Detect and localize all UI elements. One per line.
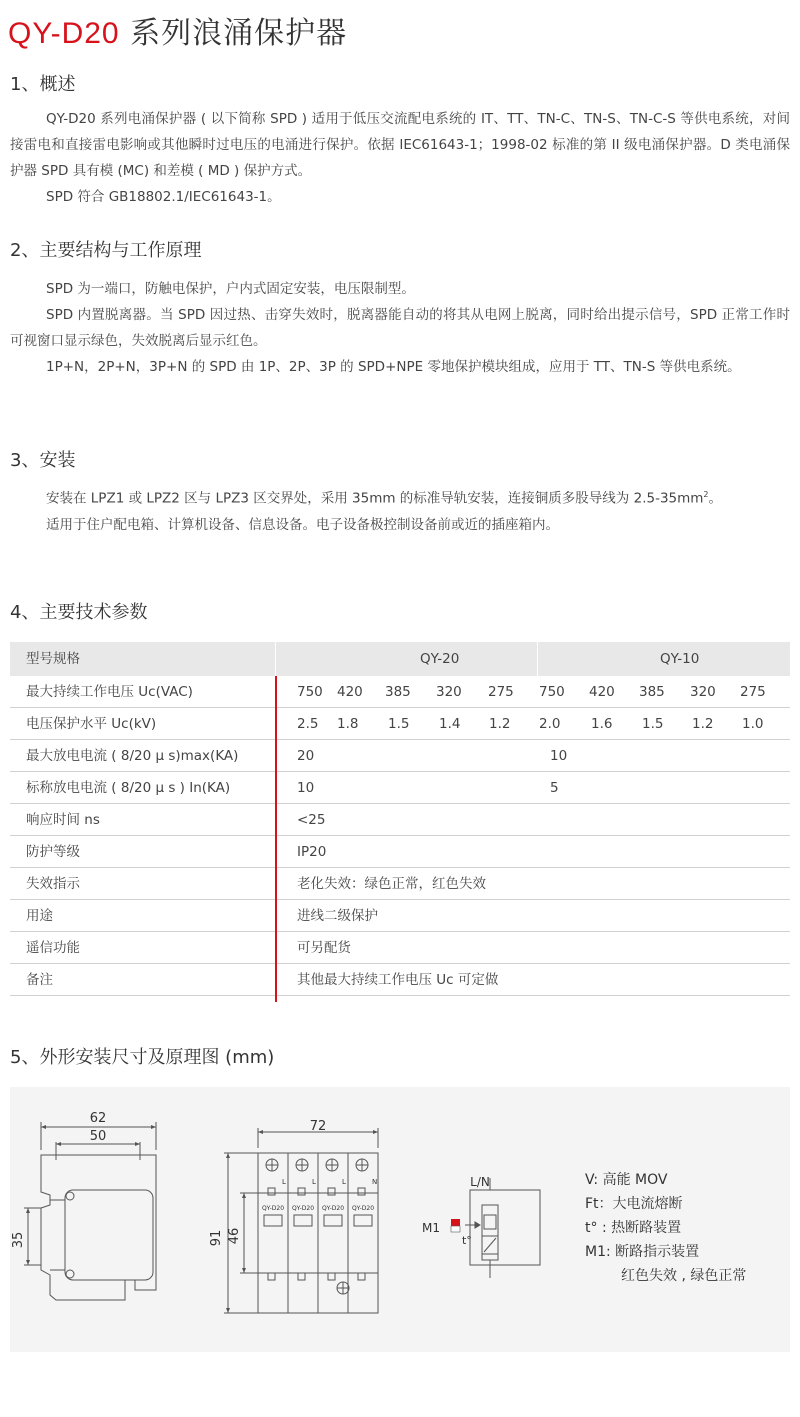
cell: 1.5 [388,716,410,732]
paragraph: SPD 符合 GB18802.1/IEC61643-1。 [46,189,281,205]
row-label: 防护等级 [26,844,80,860]
dim-62: 62 [89,1111,107,1126]
cell: 10 [550,748,568,764]
cell: 5 [550,780,559,796]
row-label: 备注 [26,972,53,988]
cell: 1.5 [642,716,664,732]
terminal-label: N [372,1178,378,1186]
cell: 1.0 [742,716,764,732]
spec-table [10,642,790,996]
dim-72: 72 [309,1119,327,1134]
section-structure-body [10,276,790,380]
header-group-qy20: QY-20 [420,651,460,667]
schematic-m1-label: M1 [422,1221,440,1235]
cell: 1.6 [591,716,613,732]
terminal-label: L [282,1178,286,1186]
cell: 320 [436,684,462,700]
section-overview-body [10,106,790,210]
cell: 2.0 [539,716,561,732]
paragraph [10,482,790,512]
legend-item: 红色失效 , 绿色正常 [621,1268,747,1284]
section-heading-install: 3、安装 [10,450,76,471]
header-divider [537,642,538,676]
cell: 420 [337,684,363,700]
side-view-drawing [10,1100,180,1330]
fault-indicator [451,1219,460,1226]
row-label: 电压保护水平 Uc(kV) [26,716,157,732]
table-row [10,964,790,996]
paragraph: 适用于住户配电箱、计算机设备、信息设备。电子设备极控制设备前或近的插座箱内。 [46,516,559,533]
cell: 1.2 [489,716,511,732]
schematic-t-label: t° [462,1234,472,1247]
cell: 其他最大持续工作电压 Uc 可定做 [297,972,499,988]
section-heading-specs: 4、主要技术参数 [10,602,148,623]
superscript: 2 [703,490,709,499]
header-label: 型号规格 [26,651,80,667]
cell: 可另配货 [297,940,351,956]
cell: 750 [539,684,565,700]
paragraph: QY-D20 系列电涌保护器 ( 以下简称 SPD ) 适用于低压交流配电系统的 IT、TT、TN-C、TN-S、TN-C-S 等供电系统，对间接雷电和直接雷电影响或其他瞬时过电压的电涌进行保护。依据 IEC61643-1；1998-02 标准的第 II 级电涌保护器。D 类电涌保护器 SPD 具有模 (MC) 和差模 ( MD ) 保护方式。 [10,111,790,179]
row-label: 最大放电电流 ( 8/20 μ s)max(KA) [26,748,239,764]
table-row [10,804,790,836]
header-group-qy10: QY-10 [660,651,700,667]
cell: 750 [297,684,323,700]
dim-50: 50 [89,1129,107,1144]
schematic-drawing [420,1170,560,1290]
row-label: 失效指示 [26,876,80,892]
install-text-end: 。 [708,490,723,507]
normal-indicator [451,1226,460,1232]
cell: 420 [589,684,615,700]
header-divider [275,642,276,676]
cell: 320 [690,684,716,700]
terminal-label: L [312,1178,316,1186]
product-name: 系列浪涌保护器 [130,16,348,51]
cell: 275 [740,684,766,700]
table-red-divider [275,676,277,1002]
page-title [8,8,347,52]
diagram-legend [585,1168,746,1288]
section-heading-structure: 2、主要结构与工作原理 [10,240,202,261]
cell: 20 [297,748,315,764]
dim-91: 91 [209,1229,224,1247]
cell: 进线二级保护 [297,908,378,924]
cell: 10 [297,780,315,796]
table-row [10,740,790,772]
table-row [10,932,790,964]
cell: 1.8 [337,716,359,732]
cell: <25 [297,812,326,828]
terminal-label: L [342,1178,346,1186]
schematic-ln-label: L/N [470,1175,490,1189]
cell: IP20 [297,844,327,860]
dim-46: 46 [227,1227,242,1245]
legend-item: M1: 断路指示装置 [585,1244,700,1260]
row-label: 用途 [26,908,53,924]
legend-item: t° : 热断路装置 [585,1220,682,1236]
row-label: 最大持续工作电压 Uc(VAC) [26,684,193,700]
paragraph: 1P+N，2P+N，3P+N 的 SPD 由 1P、2P、3P 的 SPD+NPE 零地保护模块组成，应用于 TT、TN-S 等供电系统。 [46,359,741,375]
table-row [10,676,790,708]
section-install-body [10,482,790,538]
table-row [10,900,790,932]
row-label: 遥信功能 [26,940,80,956]
module-label: QY-D20 [261,1205,285,1212]
front-view-drawing [200,1118,400,1328]
install-text: 安装在 LPZ1 或 LPZ2 区与 LPZ3 区交界处，采用 35mm 的标准导轨安装，连接铜质多股导线为 2.5-35mm [46,490,704,507]
section-heading-dimensions: 5、外形安装尺寸及原理图 (mm) [10,1047,275,1068]
module-label: QY-D20 [291,1205,315,1212]
paragraph: SPD 为一端口，防触电保护，户内式固定安装，电压限制型。 [46,281,415,297]
legend-item: V: 高能 MOV [585,1172,668,1188]
cell: 1.2 [692,716,714,732]
cell: 385 [639,684,665,700]
paragraph: SPD 内置脱离器。当 SPD 因过热、击穿失效时，脱离器能自动的将其从电网上脱离，同时给出提示信号，SPD 正常工作时可视窗口显示绿色，失效脱离后显示红色。 [10,307,790,349]
cell: 275 [488,684,514,700]
cell: 2.5 [297,716,319,732]
legend-item: Ft：大电流熔断 [585,1196,683,1212]
cell: 385 [385,684,411,700]
table-row [10,836,790,868]
row-label: 标称放电电流 ( 8/20 μ s ) In(KA) [26,780,231,796]
module-label: QY-D20 [321,1205,345,1212]
section-heading-overview: 1、概述 [10,74,76,95]
model-name: QY-D20 [8,17,120,50]
cell: 1.4 [439,716,461,732]
table-row [10,772,790,804]
cell: 老化失效：绿色正常，红色失效 [297,876,486,892]
table-row [10,868,790,900]
module-label: QY-D20 [351,1205,375,1212]
dim-35: 35 [11,1231,26,1249]
table-row [10,708,790,740]
row-label: 响应时间 ns [26,812,100,828]
table-header-row [10,642,790,676]
